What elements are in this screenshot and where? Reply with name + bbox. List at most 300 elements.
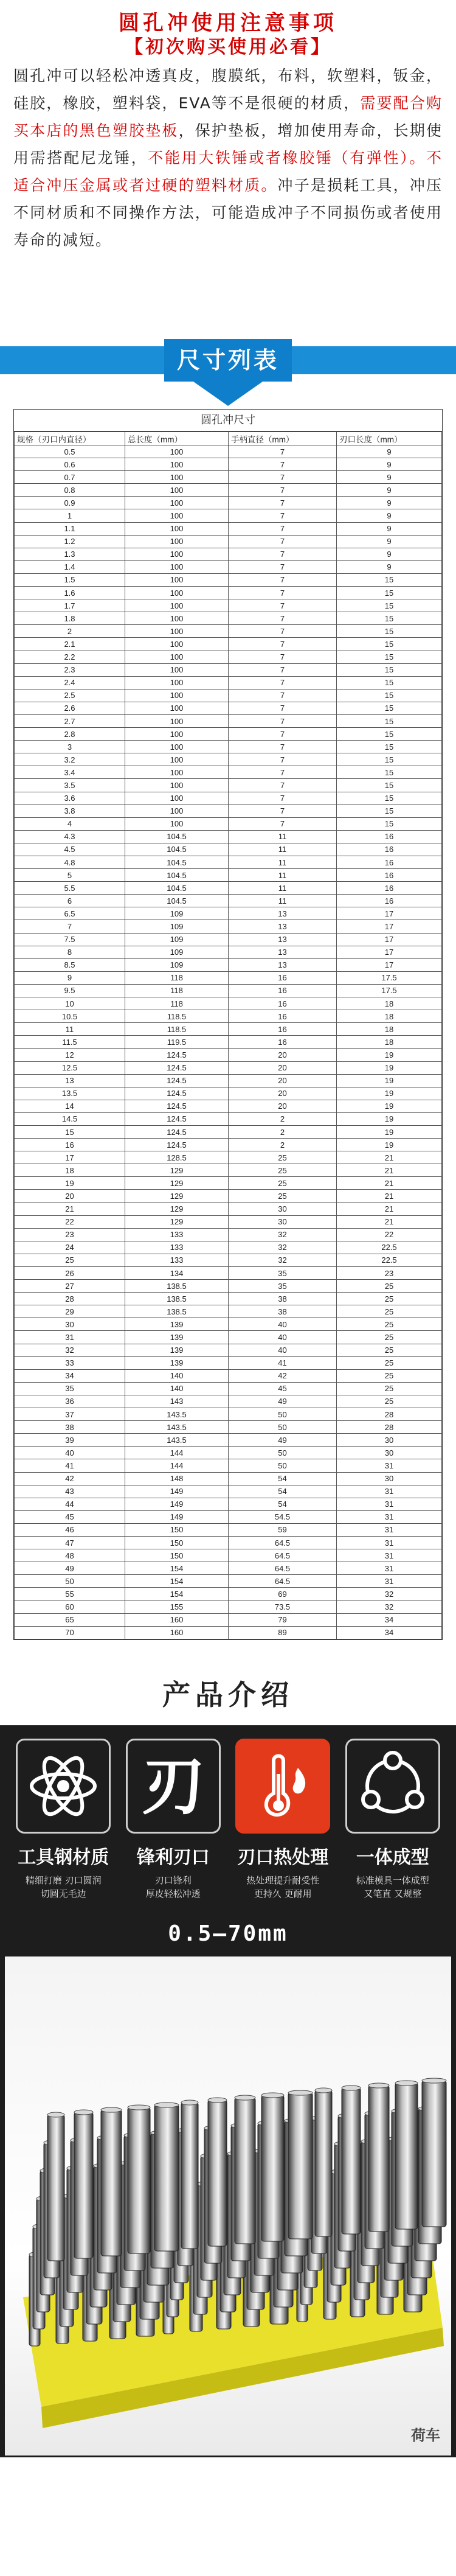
cell-spec: 19 [15, 1177, 125, 1190]
cell-total-length: 104.5 [125, 895, 229, 907]
cell-spec: 13 [15, 1074, 125, 1087]
cell-spec: 11.5 [15, 1036, 125, 1049]
cell-spec: 60 [15, 1600, 125, 1613]
cell-total-length: 149 [125, 1498, 229, 1510]
cell-total-length: 124.5 [125, 1112, 229, 1125]
cell-spec: 3.5 [15, 779, 125, 792]
cell-handle-diameter: 7 [229, 548, 337, 560]
cell-handle-diameter: 13 [229, 920, 337, 933]
header-blade-length: 刃口长度（mm） [337, 432, 442, 445]
notice-subtitle: 【初次购买使用必看】 [125, 37, 331, 58]
cell-spec: 24 [15, 1241, 125, 1254]
cell-blade-length: 9 [337, 560, 442, 573]
cell-blade-length: 22.5 [337, 1254, 442, 1266]
cell-handle-diameter: 13 [229, 907, 337, 920]
table-row [15, 1536, 442, 1549]
table-row [15, 895, 442, 907]
cell-handle-diameter: 59 [229, 1523, 337, 1536]
cell-total-length: 100 [125, 689, 229, 702]
feature-name: 一体成型 [356, 1846, 429, 1868]
punch-tool [235, 2098, 255, 2244]
table-row [15, 458, 442, 471]
cell-spec: 2.2 [15, 651, 125, 663]
cell-total-length: 138.5 [125, 1293, 229, 1305]
cell-blade-length: 9 [337, 548, 442, 560]
cell-blade-length: 16 [337, 856, 442, 869]
table-row [15, 1369, 442, 1382]
notice-text-2: ，保护垫板，增加使用寿命，长期使用需搭配尼龙锤， [13, 122, 443, 167]
punch-tool [368, 2086, 389, 2232]
cell-handle-diameter: 7 [229, 625, 337, 638]
punch-tool [261, 2095, 284, 2241]
cell-handle-diameter: 7 [229, 612, 337, 625]
table-row [15, 1241, 442, 1254]
cell-handle-diameter: 13 [229, 946, 337, 958]
notice-warning-pad: 需要配合购买本店的黑色塑胶垫板 [13, 94, 443, 139]
table-row [15, 702, 442, 714]
cell-total-length: 150 [125, 1523, 229, 1536]
cell-handle-diameter: 32 [229, 1228, 337, 1241]
cell-total-length: 100 [125, 471, 229, 484]
cell-blade-length: 9 [337, 522, 442, 535]
cell-handle-diameter: 54 [229, 1472, 337, 1485]
cell-blade-length: 31 [337, 1485, 442, 1498]
size-table-header-row [15, 432, 442, 445]
cell-total-length: 100 [125, 535, 229, 548]
table-row [15, 741, 442, 753]
cell-total-length: 129 [125, 1164, 229, 1177]
table-row [15, 484, 442, 497]
cell-spec: 4.8 [15, 856, 125, 869]
cell-total-length: 109 [125, 920, 229, 933]
punch-tool [395, 2083, 418, 2229]
cell-blade-length: 25 [337, 1395, 442, 1408]
cell-spec: 41 [15, 1459, 125, 1472]
cell-spec: 1.3 [15, 548, 125, 560]
table-row [15, 1087, 442, 1100]
punch-tool [47, 2115, 64, 2261]
size-table [14, 431, 442, 1639]
table-row [15, 535, 442, 548]
table-row [15, 1228, 442, 1241]
cell-spec: 22 [15, 1215, 125, 1228]
table-row [15, 882, 442, 895]
cell-spec: 0.7 [15, 471, 125, 484]
size-range-label: 0.5–70mm [168, 1921, 288, 1946]
cell-spec: 47 [15, 1536, 125, 1549]
cell-total-length: 100 [125, 741, 229, 753]
table-row [15, 1485, 442, 1498]
cell-spec: 65 [15, 1613, 125, 1626]
table-row [15, 676, 442, 689]
cell-total-length: 100 [125, 445, 229, 458]
cell-spec: 2.5 [15, 689, 125, 702]
cell-spec: 12.5 [15, 1061, 125, 1074]
cell-total-length: 100 [125, 651, 229, 663]
cell-total-length: 124.5 [125, 1049, 229, 1061]
cell-spec: 9.5 [15, 984, 125, 997]
table-row [15, 1600, 442, 1613]
cell-blade-length: 16 [337, 843, 442, 856]
table-row [15, 753, 442, 766]
feature-desc-line: 厚皮轻松冲透 [145, 1888, 201, 1899]
cell-handle-diameter: 13 [229, 933, 337, 946]
cell-blade-length: 9 [337, 535, 442, 548]
cell-spec: 6 [15, 895, 125, 907]
table-row [15, 445, 442, 458]
cell-blade-length: 19 [337, 1125, 442, 1138]
cell-handle-diameter: 25 [229, 1177, 337, 1190]
table-row [15, 1164, 442, 1177]
cell-spec: 16 [15, 1139, 125, 1151]
cell-blade-length: 31 [337, 1523, 442, 1536]
punch-top [181, 2100, 198, 2105]
cell-blade-length: 32 [337, 1600, 442, 1613]
table-row [15, 651, 442, 663]
table-row [15, 869, 442, 882]
table-row [15, 1613, 442, 1626]
cell-spec: 25 [15, 1254, 125, 1266]
cell-spec: 28 [15, 1293, 125, 1305]
punch-top [47, 2112, 64, 2117]
table-row [15, 689, 442, 702]
cell-total-length: 100 [125, 599, 229, 612]
thermometer-flame-icon [235, 1739, 330, 1834]
cell-blade-length: 30 [337, 1447, 442, 1459]
punch-top [235, 2095, 255, 2100]
integrated-circle-icon [345, 1739, 440, 1834]
cell-spec: 7.5 [15, 933, 125, 946]
cell-spec: 15 [15, 1125, 125, 1138]
cell-blade-length: 18 [337, 1010, 442, 1023]
cell-blade-length: 25 [337, 1331, 442, 1344]
table-row [15, 638, 442, 651]
table-row [15, 1626, 442, 1639]
cell-spec: 2.1 [15, 638, 125, 651]
punch-tool [342, 2088, 361, 2234]
cell-spec: 1.1 [15, 522, 125, 535]
cell-handle-diameter: 20 [229, 1074, 337, 1087]
cell-spec: 1.6 [15, 587, 125, 599]
cell-blade-length: 9 [337, 484, 442, 497]
cell-blade-length: 31 [337, 1510, 442, 1523]
punch-top [315, 2088, 332, 2093]
punch-set-product-photo [5, 1956, 451, 2456]
punch-top [74, 2110, 93, 2115]
table-row [15, 1202, 442, 1215]
cell-handle-diameter: 7 [229, 471, 337, 484]
cell-spec: 38 [15, 1421, 125, 1434]
cell-spec: 2.6 [15, 702, 125, 714]
cell-spec: 70 [15, 1626, 125, 1639]
cell-handle-diameter: 25 [229, 1151, 337, 1164]
punch-top [288, 2090, 313, 2095]
feature-desc-line: 精细打磨 刃口圆润 [25, 1874, 102, 1886]
cell-spec: 1 [15, 509, 125, 522]
cell-handle-diameter: 16 [229, 1036, 337, 1049]
cell-total-length: 100 [125, 573, 229, 586]
table-row [15, 1447, 442, 1459]
cell-spec: 5.5 [15, 882, 125, 895]
table-row [15, 1434, 442, 1447]
cell-blade-length: 19 [337, 1087, 442, 1100]
cell-handle-diameter: 7 [229, 792, 337, 805]
cell-total-length: 138.5 [125, 1305, 229, 1318]
cell-blade-length: 9 [337, 509, 442, 522]
cell-spec: 49 [15, 1562, 125, 1575]
feature-desc [121, 1874, 226, 1901]
atom-icon [16, 1739, 111, 1834]
cell-total-length: 155 [125, 1600, 229, 1613]
cell-blade-length: 19 [337, 1139, 442, 1151]
table-row [15, 1023, 442, 1036]
table-row [15, 1125, 442, 1138]
table-row [15, 728, 442, 741]
cell-blade-length: 25 [337, 1280, 442, 1293]
cell-blade-length: 31 [337, 1459, 442, 1472]
table-row [15, 958, 442, 971]
cell-total-length: 100 [125, 728, 229, 741]
cell-spec: 2.7 [15, 714, 125, 727]
cell-spec: 3.8 [15, 805, 125, 817]
table-row [15, 1280, 442, 1293]
cell-blade-length: 18 [337, 997, 442, 1010]
table-row [15, 1356, 442, 1369]
cell-total-length: 100 [125, 676, 229, 689]
cell-total-length: 104.5 [125, 869, 229, 882]
cell-spec: 39 [15, 1434, 125, 1447]
table-row [15, 856, 442, 869]
cell-total-length: 129 [125, 1177, 229, 1190]
cell-handle-diameter: 25 [229, 1190, 337, 1202]
table-row [15, 792, 442, 805]
cell-total-length: 128.5 [125, 1151, 229, 1164]
product-intro-title: 产品介绍 [162, 1678, 294, 1711]
cell-total-length: 139 [125, 1344, 229, 1356]
cell-total-length: 124.5 [125, 1061, 229, 1074]
cell-blade-length: 19 [337, 1074, 442, 1087]
cell-blade-length: 15 [337, 805, 442, 817]
header-total-length: 总长度（mm） [125, 432, 229, 445]
table-row [15, 1215, 442, 1228]
cell-total-length: 104.5 [125, 882, 229, 895]
feature-desc-line: 刃口锋利 [154, 1874, 192, 1886]
cell-handle-diameter: 35 [229, 1267, 337, 1280]
cell-total-length: 109 [125, 946, 229, 958]
cell-spec: 17 [15, 1151, 125, 1164]
cell-handle-diameter: 7 [229, 458, 337, 471]
feature-desc-line: 切圆无毛边 [40, 1888, 86, 1899]
cell-blade-length: 34 [337, 1626, 442, 1639]
cell-blade-length: 25 [337, 1318, 442, 1331]
cell-blade-length: 22.5 [337, 1241, 442, 1254]
cell-total-length: 124.5 [125, 1074, 229, 1087]
cell-blade-length: 16 [337, 830, 442, 843]
cell-handle-diameter: 54 [229, 1485, 337, 1498]
cell-spec: 34 [15, 1369, 125, 1382]
cell-blade-length: 22 [337, 1228, 442, 1241]
cell-total-length: 109 [125, 933, 229, 946]
table-row [15, 1112, 442, 1125]
watermark-text: 荷车 [411, 2426, 440, 2444]
table-row [15, 1331, 442, 1344]
cell-spec: 42 [15, 1472, 125, 1485]
notice-warning-hammer: 不能用大铁锤或者橡胶锤（有弹性）。不适合冲压金属或者过硬的塑料材质。 [13, 149, 443, 194]
feature-heat-treatment [230, 1739, 335, 1901]
cell-total-length: 143.5 [125, 1434, 229, 1447]
feature-one-piece [340, 1739, 445, 1901]
cell-handle-diameter: 40 [229, 1344, 337, 1356]
table-row [15, 1151, 442, 1164]
cell-handle-diameter: 11 [229, 830, 337, 843]
cell-handle-diameter: 7 [229, 753, 337, 766]
punch-top [422, 2078, 446, 2083]
cell-total-length: 100 [125, 560, 229, 573]
feature-name: 工具钢材质 [18, 1846, 109, 1868]
cell-total-length: 100 [125, 702, 229, 714]
cell-handle-diameter: 11 [229, 882, 337, 895]
punch-tool [181, 2103, 198, 2249]
cell-total-length: 119.5 [125, 1036, 229, 1049]
size-list-banner [0, 339, 456, 409]
cell-spec: 2.4 [15, 676, 125, 689]
cell-blade-length: 15 [337, 612, 442, 625]
feature-desc-line: 热处理提升耐受性 [246, 1874, 320, 1886]
cell-blade-length: 15 [337, 779, 442, 792]
cell-spec: 1.5 [15, 573, 125, 586]
cell-handle-diameter: 20 [229, 1049, 337, 1061]
table-row [15, 1382, 442, 1395]
cell-total-length: 118 [125, 984, 229, 997]
table-row [15, 1267, 442, 1280]
cell-handle-diameter: 7 [229, 714, 337, 727]
header-handle-diameter: 手柄直径（mm） [229, 432, 337, 445]
punch-tool [128, 2107, 150, 2253]
cell-spec: 3.4 [15, 766, 125, 779]
table-row [15, 766, 442, 779]
cell-spec: 8.5 [15, 958, 125, 971]
cell-total-length: 124.5 [125, 1139, 229, 1151]
cell-total-length: 139 [125, 1318, 229, 1331]
feature-name: 锋利刃口 [136, 1846, 210, 1868]
punch-top [395, 2081, 418, 2086]
cell-spec: 4 [15, 817, 125, 830]
cell-spec: 50 [15, 1575, 125, 1588]
cell-spec: 1.7 [15, 599, 125, 612]
cell-blade-length: 21 [337, 1215, 442, 1228]
table-row [15, 1421, 442, 1434]
cell-blade-length: 17 [337, 920, 442, 933]
cell-blade-length: 15 [337, 599, 442, 612]
table-row [15, 612, 442, 625]
cell-spec: 0.5 [15, 445, 125, 458]
table-row [15, 573, 442, 586]
cell-handle-diameter: 7 [229, 484, 337, 497]
table-row [15, 1523, 442, 1536]
cell-total-length: 149 [125, 1485, 229, 1498]
cell-blade-length: 15 [337, 702, 442, 714]
table-row [15, 1305, 442, 1318]
cell-total-length: 118.5 [125, 1023, 229, 1036]
cell-blade-length: 17 [337, 946, 442, 958]
cell-blade-length: 15 [337, 728, 442, 741]
cell-total-length: 144 [125, 1447, 229, 1459]
cell-total-length: 100 [125, 522, 229, 535]
cell-handle-diameter: 7 [229, 779, 337, 792]
cell-blade-length: 15 [337, 792, 442, 805]
size-table-caption: 圆孔冲尺寸 [14, 410, 442, 431]
cell-total-length: 143.5 [125, 1408, 229, 1421]
cell-handle-diameter: 7 [229, 497, 337, 509]
cell-total-length: 129 [125, 1202, 229, 1215]
cell-blade-length: 15 [337, 663, 442, 676]
punch-tool [315, 2090, 332, 2236]
cell-blade-length: 15 [337, 587, 442, 599]
cell-spec: 3.6 [15, 792, 125, 805]
cell-handle-diameter: 16 [229, 1010, 337, 1023]
punch-tool [422, 2081, 446, 2227]
cell-spec: 46 [15, 1523, 125, 1536]
cell-blade-length: 17 [337, 907, 442, 920]
punch-top [208, 2098, 227, 2103]
cell-handle-diameter: 32 [229, 1241, 337, 1254]
cell-total-length: 133 [125, 1254, 229, 1266]
cell-handle-diameter: 7 [229, 676, 337, 689]
table-row [15, 1010, 442, 1023]
table-row [15, 497, 442, 509]
feature-desc-line: 标准模具一体成型 [356, 1874, 429, 1886]
cell-handle-diameter: 7 [229, 741, 337, 753]
cell-blade-length: 16 [337, 895, 442, 907]
cell-handle-diameter: 16 [229, 984, 337, 997]
cell-total-length: 100 [125, 638, 229, 651]
cell-blade-length: 15 [337, 817, 442, 830]
table-row [15, 663, 442, 676]
cell-spec: 13.5 [15, 1087, 125, 1100]
table-row [15, 1293, 442, 1305]
cell-spec: 33 [15, 1356, 125, 1369]
table-row [15, 1074, 442, 1087]
cell-total-length: 134 [125, 1267, 229, 1280]
notice-body [13, 62, 443, 339]
feature-list [0, 1739, 456, 1901]
cell-spec: 5 [15, 869, 125, 882]
table-row [15, 1190, 442, 1202]
cell-total-length: 100 [125, 587, 229, 599]
punch-tool [74, 2112, 93, 2258]
size-list-label: 尺寸列表 [164, 339, 292, 382]
cell-spec: 20 [15, 1190, 125, 1202]
cell-spec: 2 [15, 625, 125, 638]
punch-tool [208, 2100, 227, 2246]
cell-handle-diameter: 50 [229, 1421, 337, 1434]
table-row [15, 587, 442, 599]
feature-desc [340, 1874, 445, 1901]
cell-total-length: 100 [125, 817, 229, 830]
table-row [15, 946, 442, 958]
cell-handle-diameter: 11 [229, 869, 337, 882]
cell-blade-length: 15 [337, 766, 442, 779]
cell-handle-diameter: 7 [229, 663, 337, 676]
cell-blade-length: 25 [337, 1344, 442, 1356]
cell-total-length: 144 [125, 1459, 229, 1472]
table-row [15, 830, 442, 843]
cell-blade-length: 19 [337, 1100, 442, 1112]
cell-blade-length: 15 [337, 573, 442, 586]
table-row [15, 548, 442, 560]
table-row [15, 933, 442, 946]
cell-spec: 14.5 [15, 1112, 125, 1125]
